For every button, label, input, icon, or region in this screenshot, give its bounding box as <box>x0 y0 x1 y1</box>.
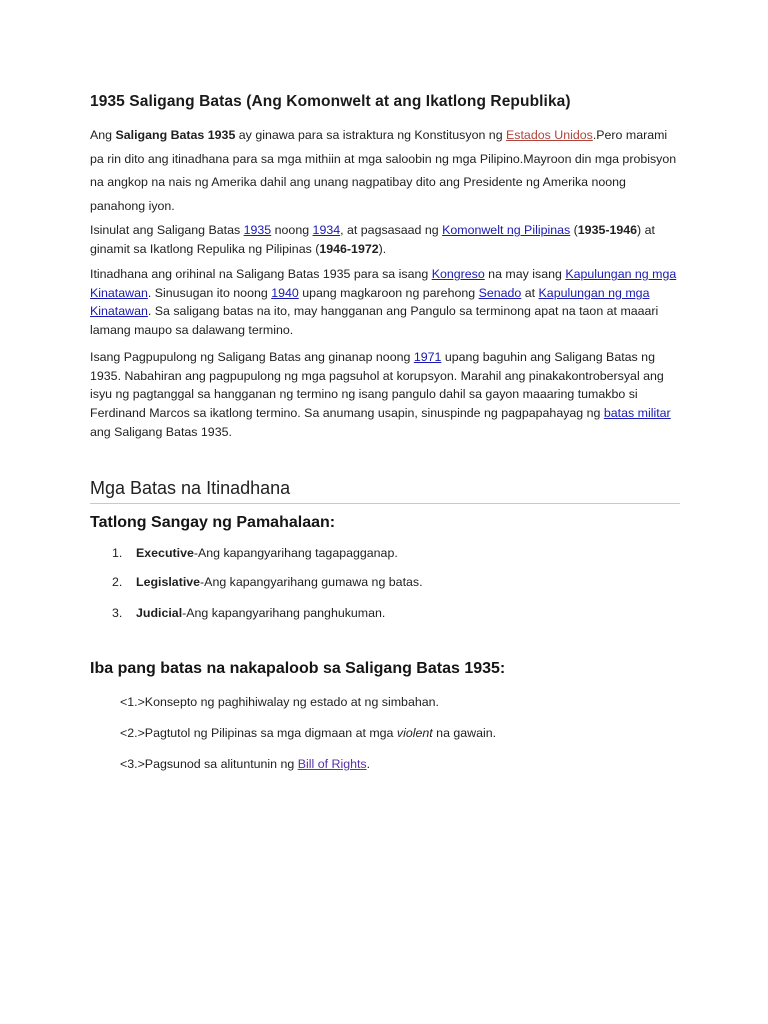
list-item <box>120 695 439 709</box>
list-text: <1.>Konsepto ng paghihiwalay ng estado at ng simbahan. <box>120 695 439 709</box>
text: .Pero marami pa rin dito ang itinadhana para sa mga mithiin at mga saloobin ng mga Pilipino.Mayroon din mga probisyon na angkop na nais ng Amerika dahil ang unang nagpatibay dito ang Presidente ng Amerika noong panahong iyon. <box>90 128 677 213</box>
text: na may isang <box>484 267 566 281</box>
list-text: <3.>Pagsunod sa alituntunin ng <box>120 757 298 771</box>
text: , at pagsasaad ng <box>340 223 443 237</box>
text: upang baguhin ang Saligang Batas ng 1935. Nabahiran ang pagpupulong ng mga pagsuhol at korupsyon. Marahil ang pinakakontrobersyal ang isyu ng pagtanggal sa hangganan ng termino ng isang pangulo dahil sa gayon maaaring tumakbo si Ferdinand Marcos sa ikatlong termino. Sa anumang usapin, sinuspinde ng pagpapahayag ng <box>90 350 664 421</box>
text: Isang Pagpupulong ng Saligang Batas ang ginanap noong <box>90 350 414 364</box>
list-number: 1. <box>112 546 123 560</box>
text: Itinadhana ang orihinal na Saligang Batas 1935 para sa isang <box>90 267 432 281</box>
italic-text: violent <box>396 726 433 740</box>
list-desc: -Ang kapangyarihang gumawa ng batas. <box>200 575 423 589</box>
subheading-branches: Tatlong Sangay ng Pamahalaan: <box>90 514 336 531</box>
text: . Sinusugan ito noong <box>147 285 272 300</box>
text: ang Saligang Batas 1935. <box>90 424 232 439</box>
list-item <box>112 606 385 620</box>
bold-text: Saligang Batas 1935 <box>115 128 236 142</box>
list-number: 3. <box>112 606 123 620</box>
list-term: Judicial <box>136 606 183 620</box>
text: Isinulat ang Saligang Batas <box>90 223 244 237</box>
link-kongreso[interactable]: Kongreso <box>431 267 485 281</box>
list-item <box>120 757 370 771</box>
bold-text: 1935-1946 <box>577 223 638 237</box>
bold-text: 1946-1972 <box>319 241 379 256</box>
list-term: Legislative <box>136 575 201 589</box>
link-batas-militar[interactable]: batas militar <box>603 406 671 421</box>
link-komonwelt[interactable]: Komonwelt ng Pilipinas <box>442 223 571 237</box>
list-text: . <box>366 757 371 771</box>
list-item <box>120 726 496 740</box>
list-desc: -Ang kapangyarihang panghukuman. <box>182 606 386 620</box>
link-senado[interactable]: Senado <box>478 285 522 300</box>
list-item <box>112 575 423 589</box>
link-bill-of-rights[interactable]: Bill of Rights <box>297 757 367 771</box>
text: at <box>521 285 539 300</box>
list-number: 2. <box>112 575 123 589</box>
subheading-other-laws: Iba pang batas na nakapaloob sa Saligang Batas 1935: <box>90 660 506 677</box>
text: noong <box>271 223 313 237</box>
paragraph-convention <box>90 348 680 442</box>
list-desc: -Ang kapangyarihang tagapagganap. <box>193 546 398 560</box>
link-1935[interactable]: 1935 <box>243 223 272 237</box>
paragraph-congress <box>90 265 680 340</box>
text: ( <box>570 223 578 237</box>
list-item <box>112 546 398 560</box>
link-kapulungan-2[interactable]: Kapulungan ng mga Kinatawan <box>90 285 650 319</box>
paragraph-intro <box>90 124 680 218</box>
text: ay ginawa para sa istraktura ng Konstitusyon ng <box>235 128 507 142</box>
paragraph-history <box>90 221 680 258</box>
text: ). <box>378 241 387 256</box>
text: ) at ginamit sa Ikatlong Repulika ng Pilipinas ( <box>90 223 655 256</box>
link-1934[interactable]: 1934 <box>312 223 341 237</box>
link-1971[interactable]: 1971 <box>413 350 442 364</box>
text: . Sa saligang batas na ito, may hangganan ang Pangulo sa terminong apat na taon at maaari lamang maupo sa dalawang termino. <box>90 304 659 338</box>
page-title: 1935 Saligang Batas (Ang Komonwelt at ang Ikatlong Republika) <box>90 93 571 110</box>
list-text: na gawain. <box>432 726 497 740</box>
text: Ang <box>90 128 116 142</box>
section-heading: Mga Batas na Itinadhana <box>90 478 680 504</box>
link-kapulungan[interactable]: Kapulungan ng mga Kinatawan <box>90 267 677 300</box>
list-text: <2.>Pagtutol ng Pilipinas sa mga digmaan at mga <box>120 726 397 740</box>
link-estados-unidos[interactable]: Estados Unidos <box>506 128 593 142</box>
list-term: Executive <box>136 546 194 560</box>
link-1940[interactable]: 1940 <box>271 285 299 300</box>
text: upang magkaroon ng parehong <box>298 285 479 300</box>
